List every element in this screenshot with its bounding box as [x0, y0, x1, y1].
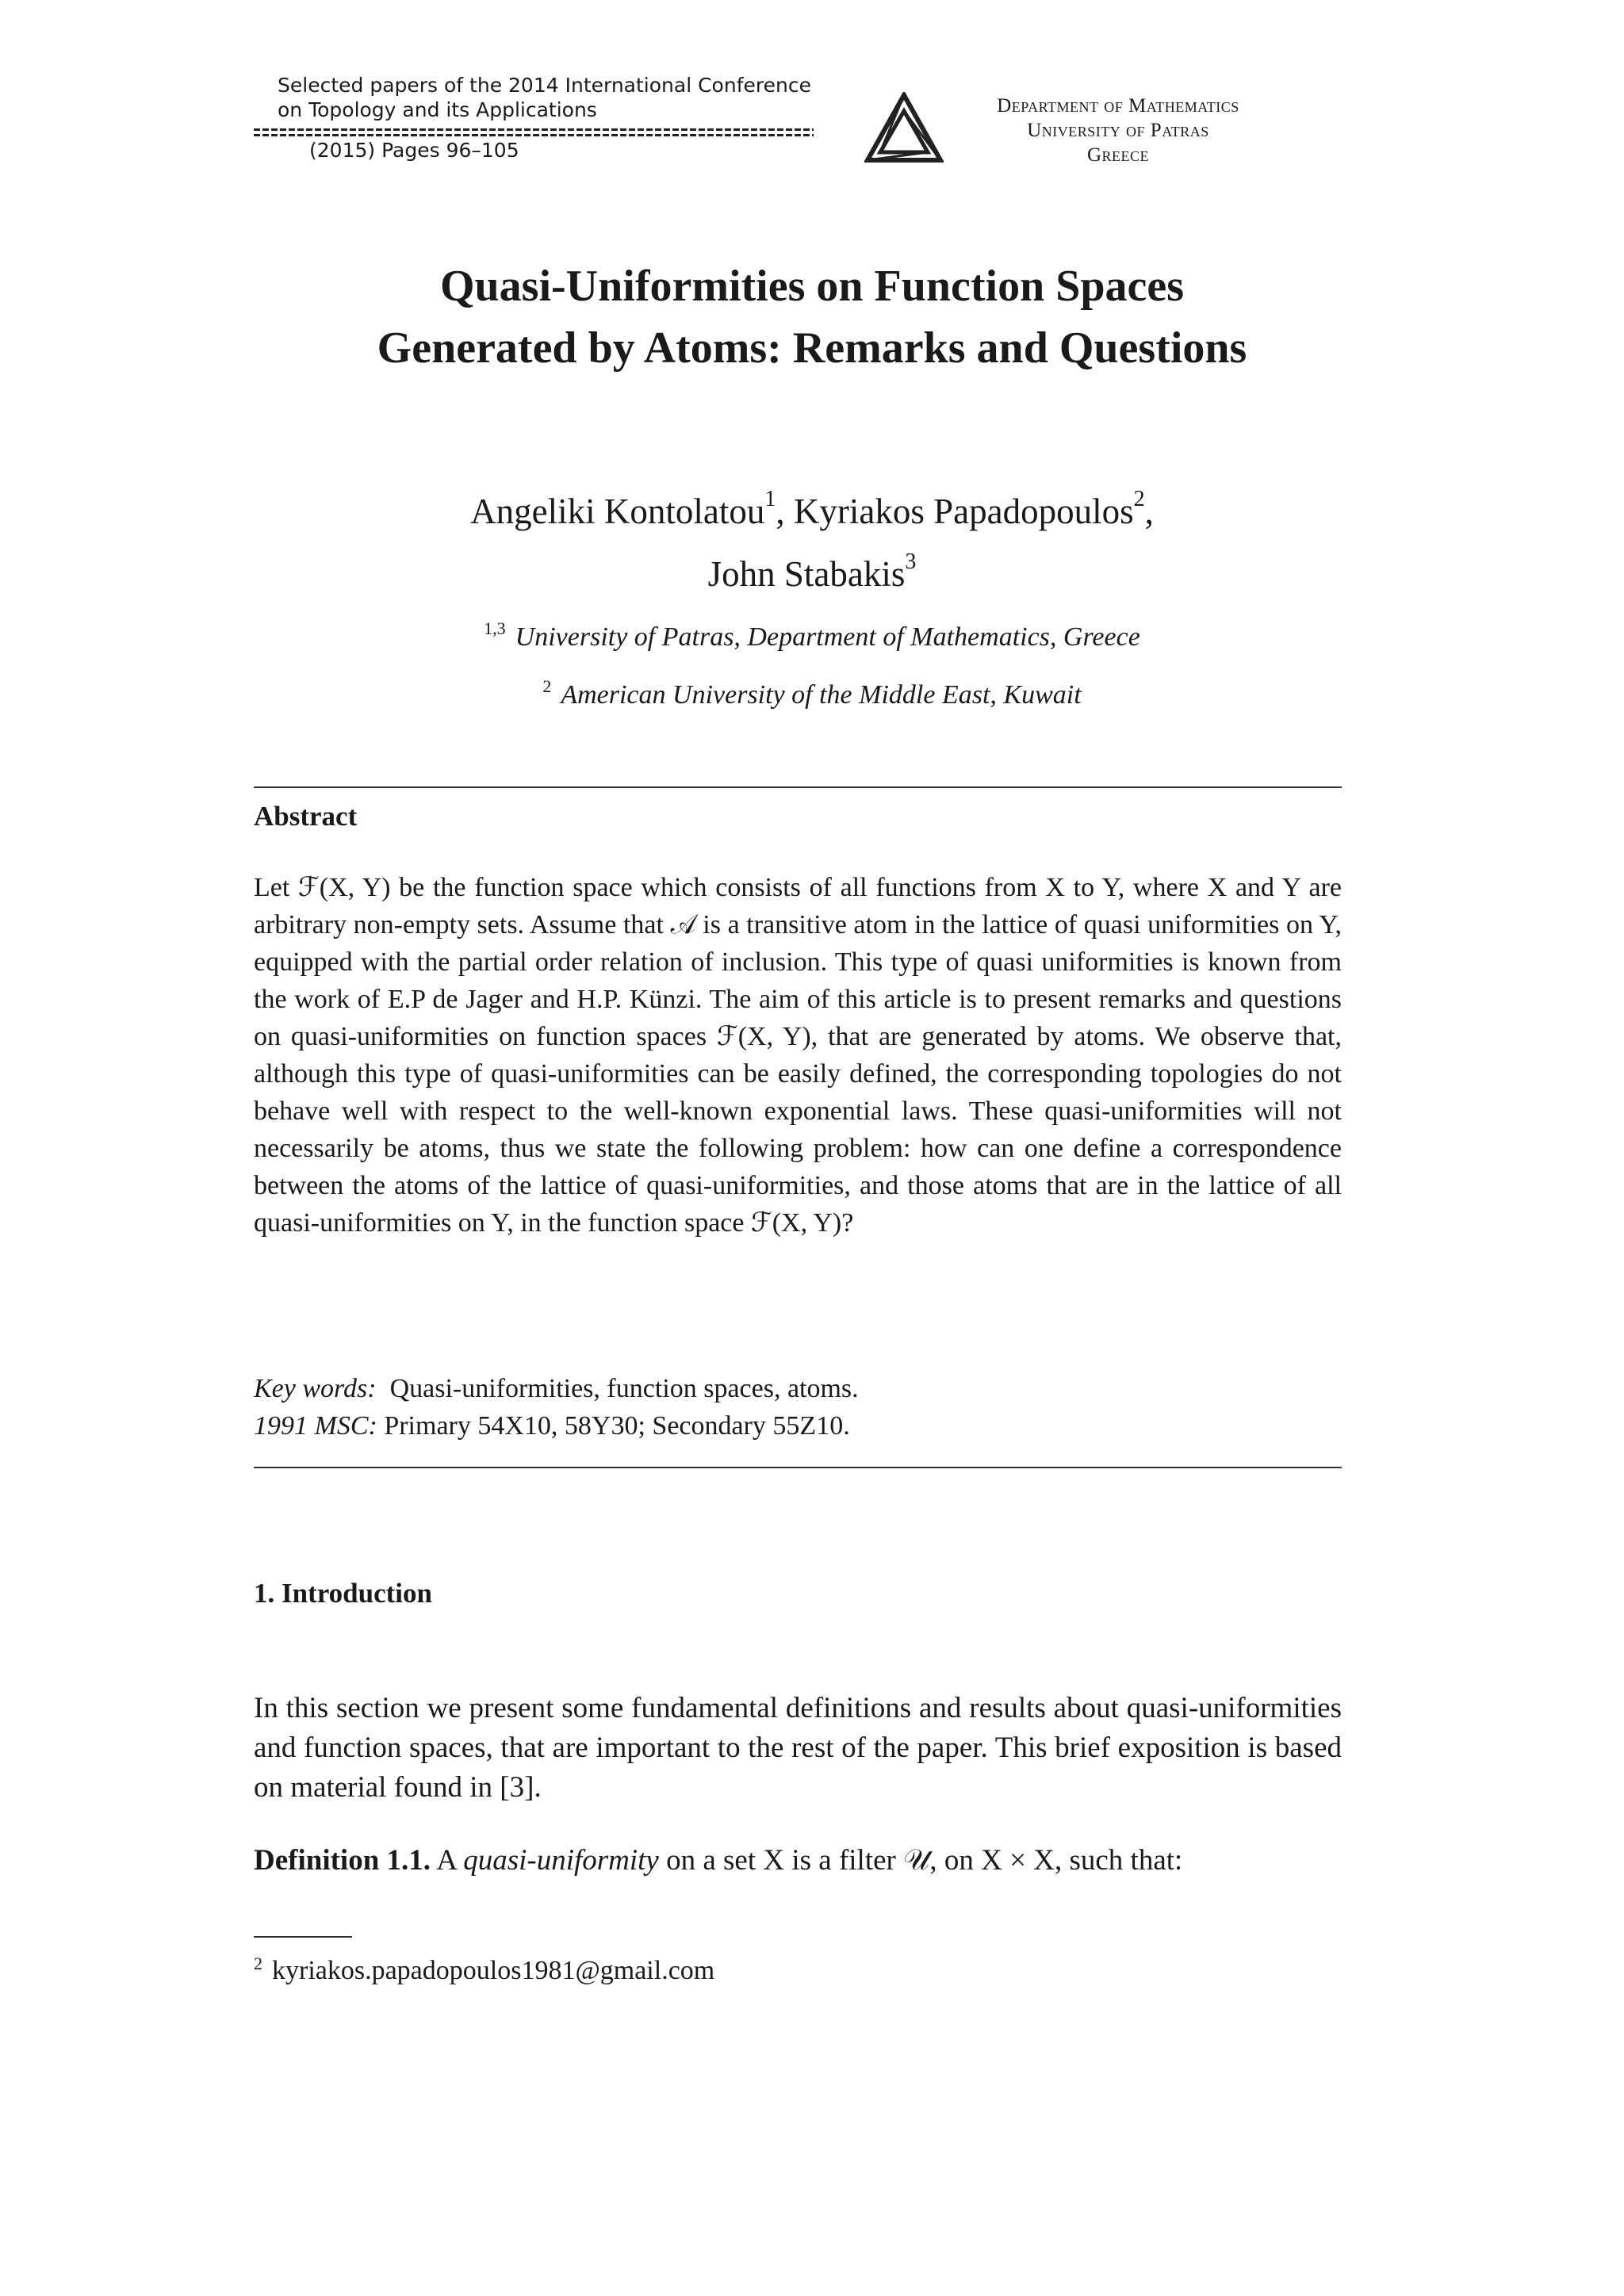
- keywords: [254, 1370, 1342, 1445]
- definition: Definition 1.1. A quasi-uniformity on a set X is a filter 𝒰, on X × X, such that:: [254, 1844, 1183, 1877]
- journal-line-1: Selected papers of the 2014 International Conference: [278, 74, 811, 97]
- footnote-rule: [254, 1936, 352, 1938]
- abstract-heading: Abstract: [254, 801, 358, 832]
- author-sup: 1: [764, 487, 776, 511]
- journal-pages: (2015) Pages 96–105: [309, 139, 519, 162]
- dept-line-1: Department of Mathematics: [997, 95, 1239, 117]
- divider: [254, 1467, 1342, 1468]
- affiliation: $^2$ American University of the Middle East, Kuwait: [542, 676, 1082, 710]
- affiliation: $^{1,3}$ University of Patras, Department of Mathematics, Greece: [484, 618, 1140, 652]
- footnote: $^2$ kyriakos.papadopoulos1981@gmail.com: [254, 1954, 715, 1985]
- definition-term: quasi-uniformity: [463, 1844, 659, 1877]
- footnote-email: kyriakos.papadopoulos1981@gmail.com: [272, 1956, 715, 1985]
- intro-paragraph: In this section we present some fundamental definitions and results about quasi-uniformities and function spaces, that are important to the rest of the paper. This brief exposition is based on material found in [3].: [254, 1692, 1342, 1804]
- key-words-line: Key words: Quasi-uniformities, function spaces, atoms.: [254, 1374, 859, 1403]
- section-heading: 1. Introduction: [254, 1578, 432, 1609]
- definition-label: Definition 1.1.: [254, 1844, 431, 1877]
- divider: [254, 786, 1342, 788]
- dept-line-3: Greece: [1086, 144, 1150, 166]
- journal-header: [254, 73, 825, 163]
- journal-line-2: on Topology and its Applications: [278, 98, 597, 121]
- department-header: [944, 94, 1293, 167]
- author-name: Angeliki Kontolatou: [470, 492, 765, 531]
- msc-line: 1991 MSC: Primary 54X10, 58Y30; Secondary 55Z10.: [254, 1411, 850, 1441]
- triangle-logo-icon: [864, 92, 944, 163]
- dept-line-2: University of Patras: [1027, 120, 1209, 141]
- author-name: Kyriakos Papadopoulos: [793, 492, 1134, 531]
- author-sup: 2: [1133, 487, 1145, 511]
- title-line-2: Generated by Atoms: Remarks and Questions: [377, 323, 1247, 373]
- abstract-text: Let ℱ(X, Y) be the function space which consists of all functions from X to Y, where X and Y are arbitrary non-empty sets. Assume that 𝒜 is a transitive atom in the lattice of quasi uniformities on Y, equipped with the partial order relation of inclusion. This type of quasi uniformities is known from the work of E.P de Jager and H.P. Künzi. The aim of this article is to present remarks and questions on quasi-uniformities on function spaces ℱ(X, Y), that are generated by atoms. We observe that, although this type of quasi-uniformities can be easily defined, the corresponding topologies do not behave well with respect to the well-known exponential laws. These quasi-uniformities will not necessarily be atoms, thus we state the following problem: how can one define a correspondence between the atoms of the lattice of quasi-uniformities, and those atoms that are in the lattice of all quasi-uniformities on Y, in the function space ℱ(X, Y)?: [254, 873, 1342, 1238]
- author-list: Angeliki Kontolatou$^1$, Kyriakos Papadopoulos$^2$, John Stabakis$^3$: [470, 487, 1154, 594]
- affiliation-list: [159, 604, 1465, 720]
- title-line-1: Quasi-Uniformities on Function Spaces: [439, 262, 1185, 311]
- author-sup: 3: [905, 549, 917, 574]
- author-name: John Stabakis: [707, 554, 906, 594]
- header-dashed-rule: [254, 128, 814, 136]
- paper-title: [159, 255, 1465, 379]
